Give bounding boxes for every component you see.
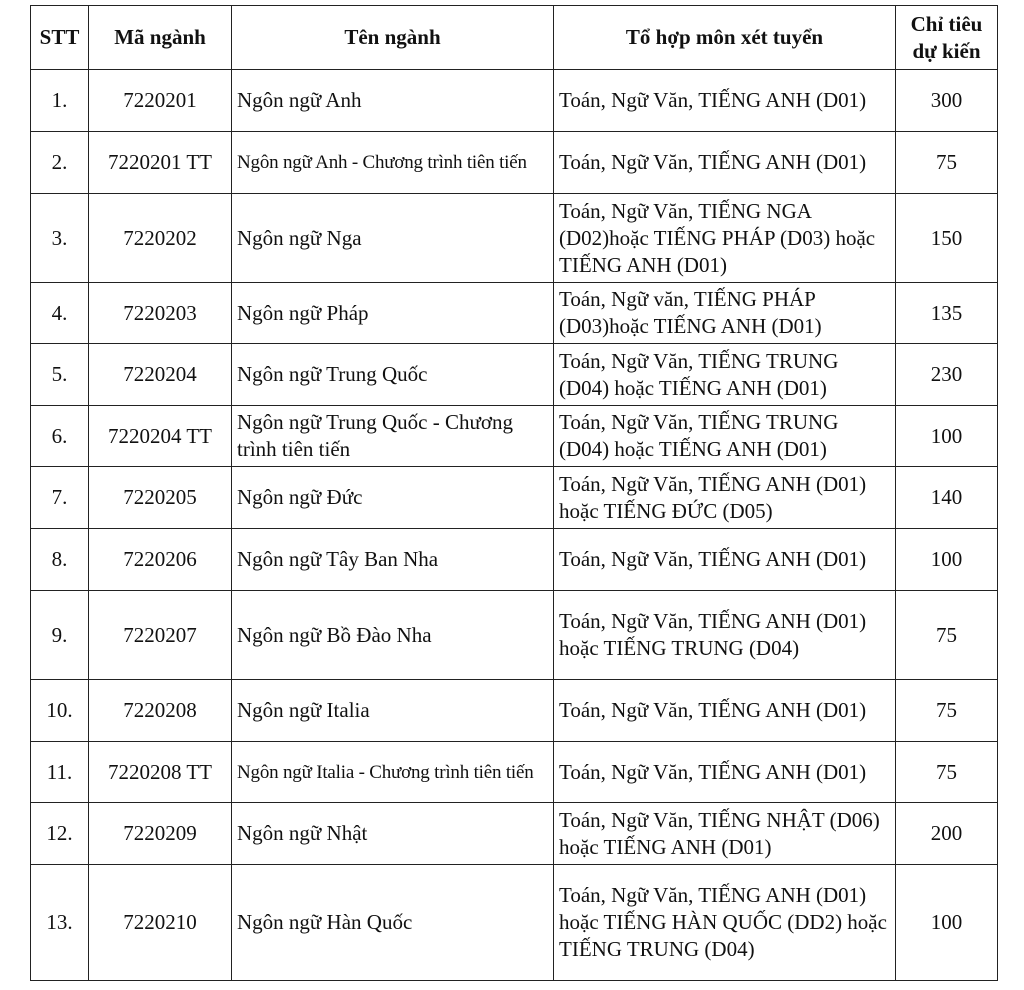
cell-name: Ngôn ngữ Italia - Chương trình tiên tiến <box>232 742 554 803</box>
cell-combo: Toán, Ngữ Văn, TIẾNG ANH (D01) <box>554 680 896 742</box>
cell-combo: Toán, Ngữ Văn, TIẾNG ANH (D01) hoặc TIẾNG TRUNG (D04) <box>554 591 896 680</box>
cell-code: 7220205 <box>89 467 232 529</box>
cell-stt: 13. <box>31 865 89 981</box>
header-quota-line2: dự kiến <box>912 38 981 63</box>
table-row <box>31 742 998 803</box>
cell-code: 7220203 <box>89 283 232 344</box>
table-row <box>31 529 998 591</box>
cell-quota: 140 <box>896 467 998 529</box>
cell-name: Ngôn ngữ Anh - Chương trình tiên tiến <box>232 132 554 194</box>
cell-code: 7220210 <box>89 865 232 981</box>
cell-quota: 100 <box>896 529 998 591</box>
cell-name: Ngôn ngữ Trung Quốc - Chương trình tiên tiến <box>232 406 554 467</box>
cell-stt: 11. <box>31 742 89 803</box>
cell-quota: 75 <box>896 742 998 803</box>
cell-combo: Toán, Ngữ Văn, TIẾNG NHẬT (D06) hoặc TIẾNG ANH (D01) <box>554 803 896 865</box>
cell-quota: 150 <box>896 194 998 283</box>
cell-name: Ngôn ngữ Nhật <box>232 803 554 865</box>
cell-code: 7220207 <box>89 591 232 680</box>
cell-name: Ngôn ngữ Hàn Quốc <box>232 865 554 981</box>
cell-name: Ngôn ngữ Bồ Đào Nha <box>232 591 554 680</box>
cell-name: Ngôn ngữ Nga <box>232 194 554 283</box>
header-quota-line1: Chỉ tiêu <box>910 11 983 36</box>
table-row <box>31 591 998 680</box>
table-body <box>31 70 998 981</box>
table-row <box>31 283 998 344</box>
header-name: Tên ngành <box>232 6 554 70</box>
cell-code: 7220204 TT <box>89 406 232 467</box>
cell-stt: 5. <box>31 344 89 406</box>
cell-stt: 4. <box>31 283 89 344</box>
cell-stt: 2. <box>31 132 89 194</box>
cell-name: Ngôn ngữ Anh <box>232 70 554 132</box>
table-row <box>31 680 998 742</box>
table-row <box>31 406 998 467</box>
cell-combo: Toán, Ngữ Văn, TIẾNG ANH (D01) hoặc TIẾNG ĐỨC (D05) <box>554 467 896 529</box>
admission-table <box>30 5 998 981</box>
cell-quota: 100 <box>896 865 998 981</box>
table-row <box>31 132 998 194</box>
cell-code: 7220204 <box>89 344 232 406</box>
header-quota <box>896 6 998 70</box>
cell-combo: Toán, Ngữ Văn, TIẾNG ANH (D01) <box>554 529 896 591</box>
cell-quota: 230 <box>896 344 998 406</box>
cell-stt: 8. <box>31 529 89 591</box>
cell-quota: 200 <box>896 803 998 865</box>
cell-quota: 100 <box>896 406 998 467</box>
cell-name: Ngôn ngữ Trung Quốc <box>232 344 554 406</box>
cell-code: 7220209 <box>89 803 232 865</box>
cell-code: 7220202 <box>89 194 232 283</box>
cell-combo: Toán, Ngữ văn, TIẾNG PHÁP (D03)hoặc TIẾNG ANH (D01) <box>554 283 896 344</box>
cell-name: Ngôn ngữ Pháp <box>232 283 554 344</box>
cell-stt: 1. <box>31 70 89 132</box>
cell-quota: 75 <box>896 591 998 680</box>
header-code: Mã ngành <box>89 6 232 70</box>
cell-quota: 75 <box>896 132 998 194</box>
table-row <box>31 70 998 132</box>
table-row <box>31 865 998 981</box>
cell-stt: 6. <box>31 406 89 467</box>
cell-code: 7220208 <box>89 680 232 742</box>
cell-combo: Toán, Ngữ Văn, TIẾNG TRUNG (D04) hoặc TIẾNG ANH (D01) <box>554 344 896 406</box>
cell-code: 7220201 <box>89 70 232 132</box>
cell-code: 7220201 TT <box>89 132 232 194</box>
cell-name: Ngôn ngữ Italia <box>232 680 554 742</box>
cell-combo: Toán, Ngữ Văn, TIẾNG ANH (D01) <box>554 742 896 803</box>
cell-stt: 3. <box>31 194 89 283</box>
cell-stt: 12. <box>31 803 89 865</box>
cell-stt: 7. <box>31 467 89 529</box>
header-combo: Tổ hợp môn xét tuyển <box>554 6 896 70</box>
table-row <box>31 467 998 529</box>
cell-combo: Toán, Ngữ Văn, TIẾNG NGA (D02)hoặc TIẾNG PHÁP (D03) hoặc TIẾNG ANH (D01) <box>554 194 896 283</box>
cell-combo: Toán, Ngữ Văn, TIẾNG ANH (D01) hoặc TIẾNG HÀN QUỐC (DD2) hoặc TIẾNG TRUNG (D04) <box>554 865 896 981</box>
cell-stt: 9. <box>31 591 89 680</box>
cell-code: 7220206 <box>89 529 232 591</box>
table-row <box>31 194 998 283</box>
cell-quota: 75 <box>896 680 998 742</box>
table-row <box>31 803 998 865</box>
header-row <box>31 6 998 70</box>
table-row <box>31 344 998 406</box>
cell-combo: Toán, Ngữ Văn, TIẾNG TRUNG (D04) hoặc TIẾNG ANH (D01) <box>554 406 896 467</box>
cell-combo: Toán, Ngữ Văn, TIẾNG ANH (D01) <box>554 132 896 194</box>
cell-name: Ngôn ngữ Tây Ban Nha <box>232 529 554 591</box>
cell-combo: Toán, Ngữ Văn, TIẾNG ANH (D01) <box>554 70 896 132</box>
cell-name: Ngôn ngữ Đức <box>232 467 554 529</box>
cell-quota: 300 <box>896 70 998 132</box>
cell-quota: 135 <box>896 283 998 344</box>
cell-stt: 10. <box>31 680 89 742</box>
cell-code: 7220208 TT <box>89 742 232 803</box>
header-stt: STT <box>31 6 89 70</box>
